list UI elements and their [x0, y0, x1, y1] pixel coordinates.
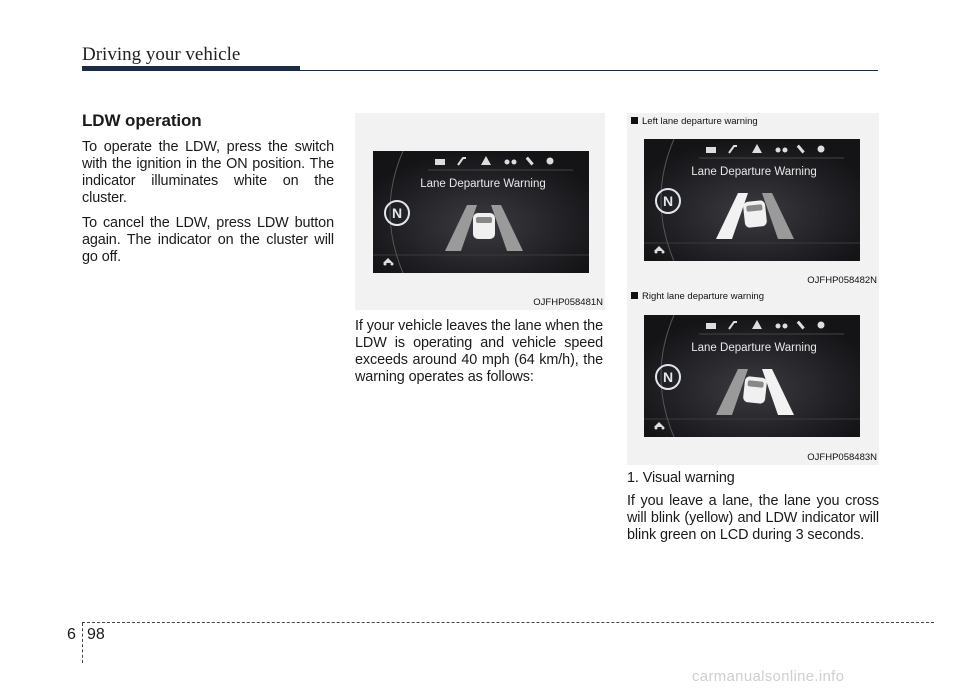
left-column	[82, 112, 334, 274]
gear-indicator: N	[391, 205, 403, 221]
paragraph-visual-warning: If you leave a lane, the lane you cross will blink (yellow) and LDW indicator will blink green on LCD during 3 seconds.	[627, 493, 879, 543]
cluster-screen	[644, 315, 860, 437]
section-heading: LDW operation	[82, 111, 202, 130]
footer-divider	[82, 623, 83, 663]
gear-indicator: N	[662, 193, 674, 209]
figure-ldw-display	[355, 113, 605, 310]
paragraph-warning-operates: If your vehicle leaves the lane when the LDW is operating and vehicle speed exceeds around 40 mph (64 km/h), the warning operates as follows:	[355, 318, 603, 385]
gear-indicator: N	[662, 369, 674, 385]
header-rule-thin	[300, 70, 878, 71]
figure-right-departure	[627, 287, 879, 465]
figure-caption: Right lane departure warning	[631, 291, 764, 302]
page-number: 98	[87, 626, 105, 643]
watermark: carmanualsonline.info	[692, 668, 845, 685]
square-bullet-icon	[631, 292, 638, 299]
paragraph-operate: To operate the LDW, press the switch with the ignition in the ON position. The indicator illuminates white on the cluster.	[82, 139, 334, 206]
header-rule	[82, 66, 300, 71]
paragraph-cancel: To cancel the LDW, press LDW button again. The indicator on the cluster will go off.	[82, 215, 334, 265]
figure-code: OJFHP058481N	[533, 297, 603, 308]
cluster-screen	[373, 151, 589, 273]
screen-title: Lane Departure Warning	[691, 342, 817, 354]
square-bullet-icon	[631, 117, 638, 124]
middle-column	[355, 318, 603, 394]
subheading-visual-warning: 1. Visual warning	[627, 470, 735, 486]
cluster-screen	[644, 139, 860, 261]
figure-caption: Left lane departure warning	[631, 116, 758, 127]
right-column	[627, 470, 879, 552]
footer-rule	[82, 622, 934, 623]
figure-left-departure	[627, 113, 879, 288]
figure-code: OJFHP058482N	[807, 275, 877, 286]
screen-title: Lane Departure Warning	[420, 178, 546, 190]
page-header-title: Driving your vehicle	[82, 44, 241, 65]
figure-code: OJFHP058483N	[807, 452, 877, 463]
screen-title: Lane Departure Warning	[691, 166, 817, 178]
section-number: 6	[67, 626, 76, 643]
